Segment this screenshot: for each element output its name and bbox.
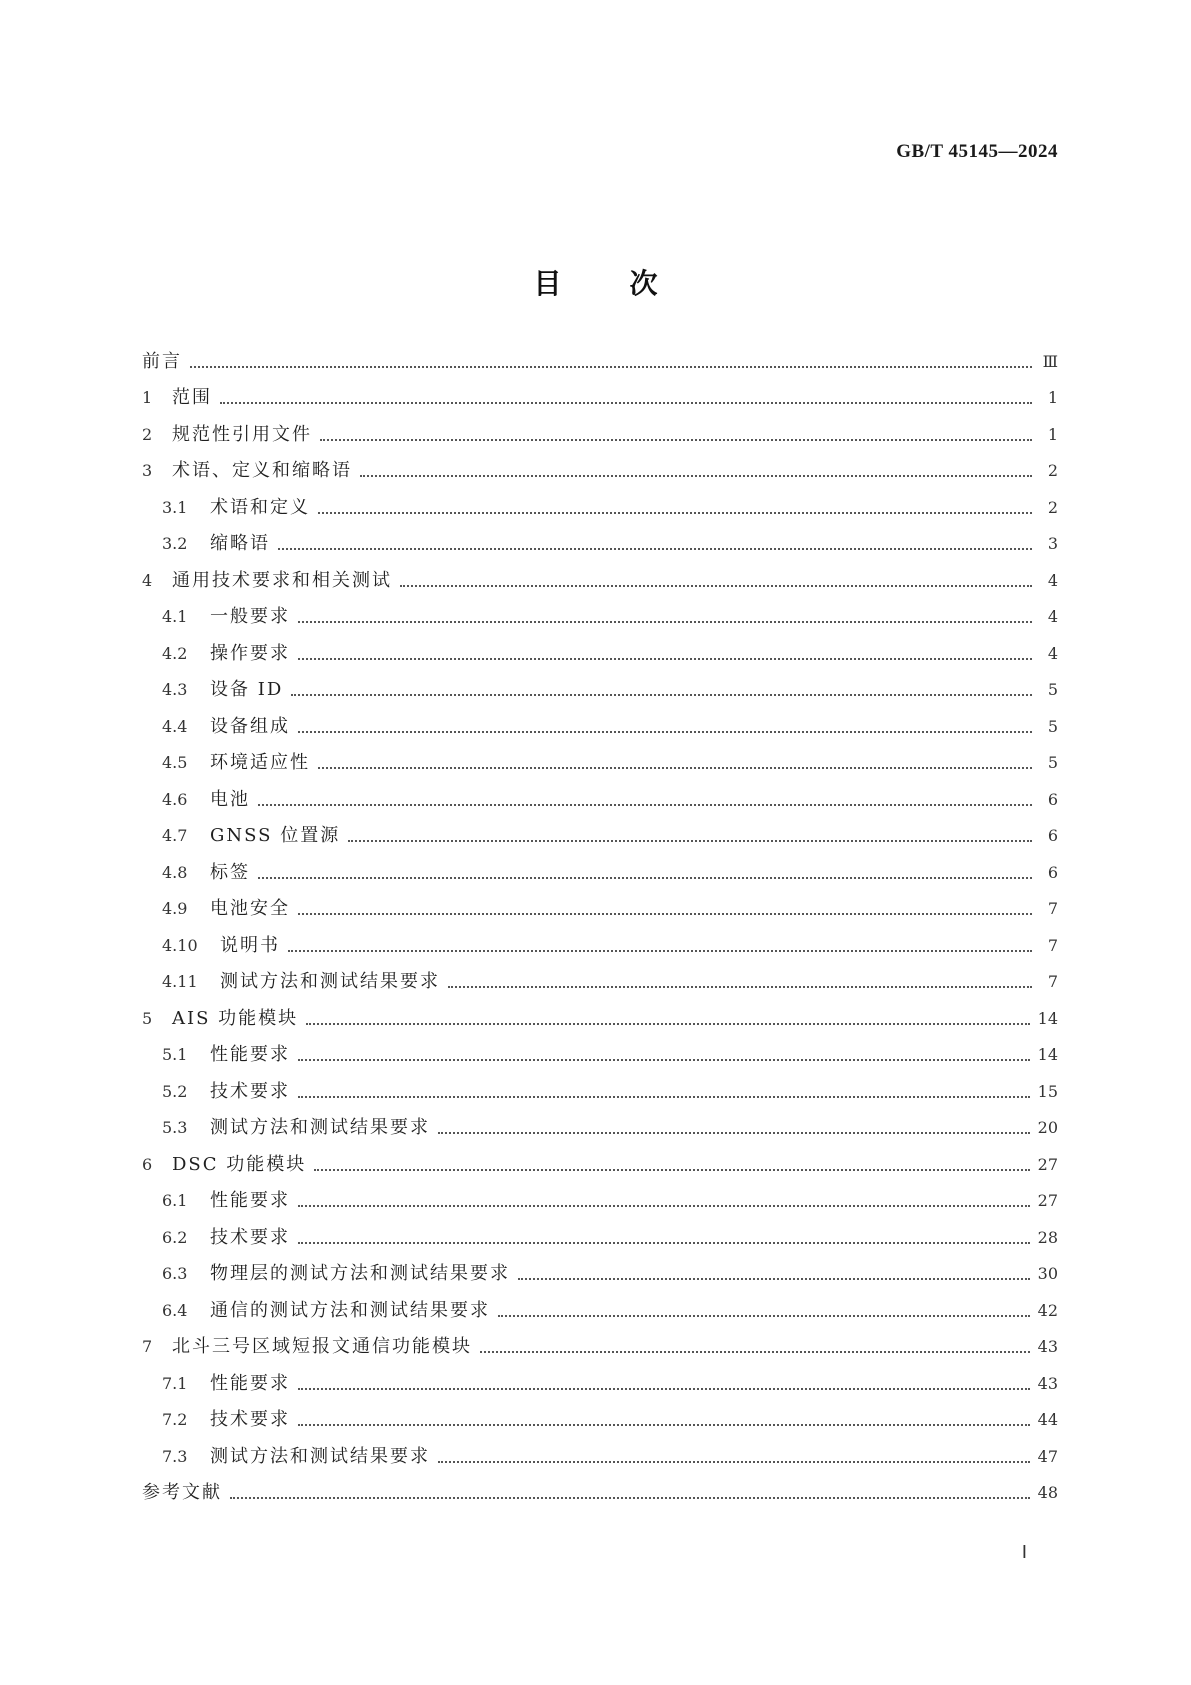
- toc-entry-page: 6: [1047, 826, 1058, 845]
- toc-entry-label: 测试方法和测试结果要求: [220, 971, 440, 992]
- dot-leader: [298, 1095, 1030, 1098]
- toc-entry-number: 4.7: [162, 826, 188, 845]
- toc-entry-page: 42: [1037, 1300, 1058, 1320]
- toc-entry-label: 通用技术要求和相关测试: [172, 569, 392, 591]
- toc-entry-page: 4: [1047, 607, 1058, 626]
- toc-entry-label: 技术要求: [210, 1226, 290, 1248]
- toc-entry-number: 7: [142, 1337, 153, 1356]
- toc-entry-number: 6.4: [162, 1300, 188, 1320]
- toc-entry[interactable]: [142, 1469, 1058, 1506]
- toc-entry-label: 前言: [142, 350, 182, 372]
- toc-entry[interactable]: [142, 1031, 1058, 1068]
- toc-entry-number: 4.10: [162, 935, 198, 955]
- toc-entry-number: 3.1: [162, 497, 188, 517]
- dot-leader: [438, 1460, 1030, 1463]
- standard-number: GB/T 45145—2024: [896, 141, 1058, 162]
- toc-entry[interactable]: [142, 702, 1058, 739]
- dot-leader: [291, 693, 1032, 696]
- toc-entry[interactable]: [142, 812, 1058, 849]
- toc-entry-label: 测试方法和测试结果要求: [210, 1117, 430, 1138]
- toc-entry-label: 标签: [210, 861, 250, 883]
- dot-leader: [480, 1350, 1030, 1353]
- toc-entry-page: 5: [1047, 716, 1058, 736]
- dot-leader: [348, 839, 1032, 842]
- dot-leader: [288, 949, 1032, 952]
- toc-entry-label: AIS 功能模块: [172, 1007, 299, 1029]
- toc-entry-label: 参考文献: [142, 1482, 222, 1503]
- toc-entry-page: 5: [1047, 753, 1058, 772]
- toc-title-char-2: 次: [629, 266, 658, 300]
- toc-entry[interactable]: [142, 1250, 1058, 1287]
- dot-leader: [438, 1131, 1030, 1134]
- toc-entry-page: 14: [1037, 1008, 1058, 1028]
- toc-entry-page: 47: [1037, 1446, 1058, 1466]
- toc-entry-label: 北斗三号区域短报文通信功能模块: [172, 1336, 472, 1357]
- toc-entry-label: 技术要求: [210, 1409, 290, 1430]
- page-number: Ⅰ: [1021, 1542, 1027, 1562]
- toc-entry-page: 7: [1047, 899, 1058, 918]
- toc-entry-label: GNSS 位置源: [210, 825, 341, 846]
- dot-leader: [298, 657, 1032, 660]
- dot-leader: [306, 1022, 1029, 1025]
- toc-entry[interactable]: [142, 885, 1058, 922]
- toc-entry[interactable]: [142, 1323, 1058, 1360]
- toc-entry-number: 7.2: [162, 1410, 188, 1429]
- dot-leader: [448, 985, 1032, 988]
- dot-leader: [498, 1314, 1030, 1317]
- toc-entry-label: 术语和定义: [210, 496, 310, 518]
- toc-entry-page: 1: [1047, 424, 1058, 444]
- dot-leader: [318, 511, 1032, 514]
- toc-entry-number: 3.2: [162, 534, 188, 553]
- toc-entry[interactable]: [142, 1104, 1058, 1141]
- toc-entry-number: 6.3: [162, 1264, 188, 1283]
- toc-entry-page: 1: [1047, 388, 1058, 407]
- toc-entry-number: 1: [142, 388, 153, 407]
- dot-leader: [258, 876, 1032, 879]
- dot-leader: [298, 912, 1032, 915]
- toc-entry[interactable]: [142, 593, 1058, 630]
- toc-entry[interactable]: [142, 775, 1058, 812]
- dot-leader: [360, 474, 1032, 477]
- toc-entry-number: 7.1: [162, 1373, 188, 1393]
- toc-entry-label: 设备 ID: [210, 679, 284, 700]
- toc-entry-page: 20: [1037, 1118, 1058, 1137]
- toc-entry-label: 环境适应性: [210, 752, 310, 773]
- dot-leader: [298, 1241, 1030, 1244]
- toc-entry[interactable]: [142, 1286, 1058, 1323]
- toc-entry-label: 缩略语: [210, 533, 270, 554]
- toc-entry-number: 6.2: [162, 1227, 188, 1247]
- toc-entry-page: 6: [1047, 862, 1058, 882]
- toc-entry-page: 43: [1037, 1373, 1058, 1393]
- toc-entry-label: 操作要求: [210, 642, 290, 664]
- toc-entry-label: 性能要求: [210, 1044, 290, 1065]
- toc-entry-number: 7.3: [162, 1446, 188, 1466]
- toc-entry-number: 4.8: [162, 862, 188, 882]
- dot-leader: [230, 1496, 1030, 1499]
- toc-entry-number: 4.3: [162, 680, 188, 699]
- toc-entry-page: 5: [1047, 680, 1058, 699]
- toc-entry-number: 4.6: [162, 789, 188, 809]
- toc-entry-label: 电池安全: [210, 898, 290, 919]
- dot-leader: [298, 620, 1032, 623]
- dot-leader: [298, 730, 1032, 733]
- toc-list: [142, 337, 1058, 1505]
- toc-entry-number: 4.9: [162, 899, 188, 918]
- toc-entry-label: 性能要求: [210, 1372, 290, 1394]
- toc-entry-number: 4.11: [162, 972, 198, 991]
- toc-entry[interactable]: [142, 483, 1058, 520]
- toc-entry-page: 3: [1047, 534, 1058, 553]
- toc-entry-number: 2: [142, 424, 153, 444]
- dot-leader: [320, 438, 1032, 441]
- toc-entry-page: 48: [1037, 1483, 1058, 1502]
- dot-leader: [190, 365, 1032, 368]
- toc-entry-label: 范围: [172, 387, 212, 408]
- toc-entry-label: 一般要求: [210, 606, 290, 627]
- dot-leader: [298, 1387, 1030, 1390]
- toc-entry-page: 7: [1047, 972, 1058, 991]
- toc-entry[interactable]: [142, 556, 1058, 593]
- toc-entry-page: 43: [1037, 1337, 1058, 1356]
- toc-entry[interactable]: [142, 1213, 1058, 1250]
- toc-entry-number: 5: [142, 1008, 153, 1028]
- toc-entry[interactable]: [142, 410, 1058, 447]
- dot-leader: [298, 1423, 1030, 1426]
- toc-entry[interactable]: [142, 337, 1058, 374]
- toc-entry-number: 5.1: [162, 1045, 188, 1064]
- dot-leader: [220, 401, 1032, 404]
- dot-leader: [318, 766, 1032, 769]
- toc-entry-page: 14: [1037, 1045, 1058, 1064]
- dot-leader: [298, 1204, 1030, 1207]
- toc-entry-label: 通信的测试方法和测试结果要求: [210, 1299, 490, 1321]
- toc-entry-number: 4.1: [162, 607, 188, 626]
- toc-entry-number: 6: [142, 1154, 153, 1174]
- dot-leader: [518, 1277, 1030, 1280]
- toc-entry-page: Ⅲ: [1042, 351, 1058, 371]
- toc-entry[interactable]: [142, 629, 1058, 666]
- toc-entry[interactable]: [142, 848, 1058, 885]
- toc-entry[interactable]: [142, 921, 1058, 958]
- toc-entry[interactable]: [142, 1432, 1058, 1469]
- dot-leader: [298, 1058, 1030, 1061]
- toc-entry-label: DSC 功能模块: [172, 1153, 307, 1175]
- toc-entry-page: 44: [1037, 1410, 1058, 1429]
- toc-entry-number: 6.1: [162, 1191, 188, 1210]
- dot-leader: [278, 547, 1032, 550]
- toc-entry-label: 规范性引用文件: [172, 423, 312, 445]
- toc-entry[interactable]: [142, 1177, 1058, 1214]
- toc-entry-label: 技术要求: [210, 1080, 290, 1102]
- toc-entry-page: 27: [1037, 1154, 1058, 1174]
- toc-entry-page: 2: [1047, 497, 1058, 517]
- toc-entry[interactable]: [142, 666, 1058, 703]
- toc-entry[interactable]: [142, 1140, 1058, 1177]
- toc-entry-number: 3: [142, 461, 153, 480]
- toc-entry-page: 4: [1047, 643, 1058, 663]
- toc-entry-number: 4.2: [162, 643, 188, 663]
- toc-entry-page: 7: [1047, 935, 1058, 955]
- toc-entry-page: 28: [1037, 1227, 1058, 1247]
- toc-entry-label: 说明书: [220, 934, 280, 956]
- dot-leader: [400, 584, 1032, 587]
- toc-entry-number: 4.4: [162, 716, 188, 736]
- toc-entry-label: 性能要求: [210, 1190, 290, 1211]
- toc-entry-label: 设备组成: [210, 715, 290, 737]
- toc-entry-page: 15: [1037, 1081, 1058, 1101]
- toc-title-char-1: 目: [533, 266, 562, 300]
- toc-entry-page: 6: [1047, 789, 1058, 809]
- dot-leader: [258, 803, 1032, 806]
- toc-entry-number: 4: [142, 570, 153, 590]
- toc-entry-number: 5.2: [162, 1081, 188, 1101]
- toc-entry-label: 测试方法和测试结果要求: [210, 1445, 430, 1467]
- toc-entry[interactable]: [142, 1359, 1058, 1396]
- toc-entry-label: 物理层的测试方法和测试结果要求: [210, 1263, 510, 1284]
- toc-entry-page: 4: [1047, 570, 1058, 590]
- toc-entry[interactable]: [142, 374, 1058, 411]
- toc-entry[interactable]: [142, 739, 1058, 776]
- toc-entry[interactable]: [142, 447, 1058, 484]
- toc-entry[interactable]: [142, 994, 1058, 1031]
- toc-entry-page: 30: [1037, 1264, 1058, 1283]
- toc-entry-page: 2: [1047, 461, 1058, 480]
- dot-leader: [314, 1168, 1029, 1171]
- toc-entry-number: 5.3: [162, 1118, 188, 1137]
- toc-title: [0, 262, 1191, 302]
- toc-entry[interactable]: [142, 958, 1058, 995]
- toc-entry[interactable]: [142, 1067, 1058, 1104]
- toc-entry-number: 4.5: [162, 753, 188, 772]
- toc-entry-label: 术语、定义和缩略语: [172, 460, 352, 481]
- toc-entry[interactable]: [142, 1396, 1058, 1433]
- toc-entry-page: 27: [1037, 1191, 1058, 1210]
- toc-entry-label: 电池: [210, 788, 250, 810]
- toc-entry[interactable]: [142, 520, 1058, 557]
